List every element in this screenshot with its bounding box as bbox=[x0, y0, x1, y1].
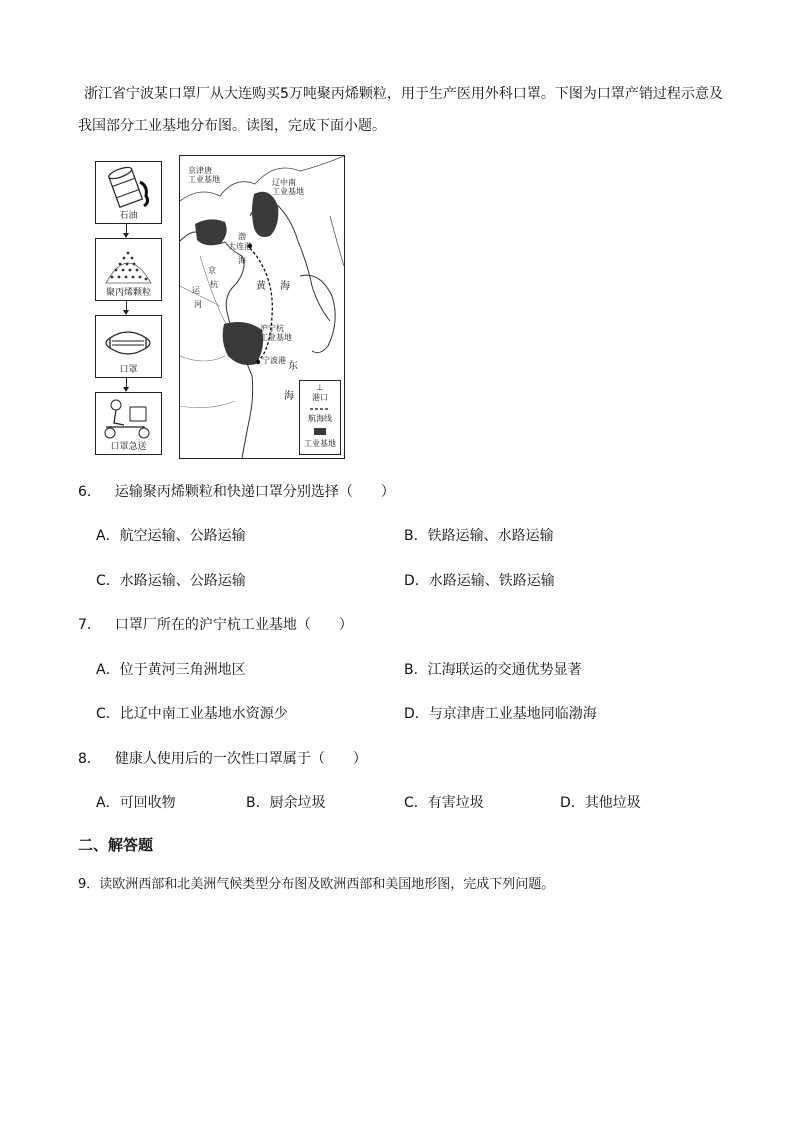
label-sea-bo: 渤 bbox=[238, 232, 246, 241]
option-6b[interactable]: B．铁路运输、水路运输 bbox=[404, 528, 554, 544]
intro-text: 浙江省宁波某口罩厂从大连购买5万吨聚丙烯颗粒，用于生产医用外科口罩。下图为口罩产销过程示意及我国部分工业基地分布图。读图，完成下面小题。 bbox=[78, 86, 723, 134]
option-6d[interactable]: D．水路运输、铁路运输 bbox=[404, 573, 555, 589]
label-sea-bo-hai: 海 bbox=[238, 256, 246, 265]
label-sea-dong-hai: 海 bbox=[284, 391, 294, 402]
question-7 bbox=[78, 615, 353, 635]
option-7a[interactable]: A．位于黄河三角洲地区 bbox=[96, 662, 246, 678]
question-number: 8． bbox=[78, 751, 101, 767]
label-liaozhongnan-base: 辽中南 工业基地 bbox=[272, 178, 304, 196]
question-stem: 运输聚丙烯颗粒和快递口罩分别选择（ ） bbox=[114, 484, 395, 500]
figure bbox=[95, 155, 350, 460]
question-6 bbox=[78, 482, 395, 502]
intro-paragraph bbox=[78, 78, 728, 142]
flow-label-pellets: 聚丙烯颗粒 bbox=[105, 288, 151, 298]
label-sea-huang-hai: 海 bbox=[280, 281, 290, 292]
option-8c[interactable]: C．有害垃圾 bbox=[404, 795, 484, 811]
label-canal-2: 杭 bbox=[210, 280, 218, 289]
label-jingjintang-base: 京津唐 工业基地 bbox=[188, 166, 220, 184]
legend-base-icon bbox=[300, 427, 340, 436]
flow-label-oil: 石油 bbox=[119, 211, 138, 221]
question-number: 7． bbox=[78, 617, 101, 633]
option-8d[interactable]: D．其他垃圾 bbox=[560, 795, 641, 811]
legend-port-label: 港口 bbox=[312, 393, 328, 402]
legend-route-icon bbox=[300, 404, 340, 413]
map-legend bbox=[299, 380, 341, 455]
label-canal-3: 运 bbox=[192, 286, 200, 295]
question-number: 6． bbox=[78, 484, 101, 500]
china-map bbox=[179, 155, 345, 459]
option-8b[interactable]: B．厨余垃圾 bbox=[246, 795, 326, 811]
pellet-pile-icon bbox=[96, 239, 161, 289]
mask-icon bbox=[96, 316, 161, 366]
section-title: 二、解答题 bbox=[78, 836, 154, 854]
option-7d[interactable]: D．与京津唐工业基地同临渤海 bbox=[404, 706, 597, 722]
option-8a[interactable]: A．可回收物 bbox=[96, 795, 176, 811]
flow-label-delivery: 口罩急送 bbox=[110, 442, 147, 452]
label-sea-dong: 东 bbox=[288, 361, 298, 372]
option-6a[interactable]: A．航空运输、公路运输 bbox=[96, 528, 246, 544]
label-dalian-port: 大连港 bbox=[228, 242, 252, 251]
label-ningbo-port: 宁波港 bbox=[262, 356, 286, 365]
flow-box-delivery bbox=[95, 392, 162, 455]
flow-arrow-1 bbox=[126, 223, 127, 237]
question-9: 9．读欧洲西部和北美洲气候类型分布图及欧洲西部和美国地形图，完成下列问题。 bbox=[78, 877, 555, 892]
flow-arrow-2 bbox=[126, 300, 127, 314]
question-8 bbox=[78, 749, 367, 769]
label-canal-1: 京 bbox=[208, 266, 216, 275]
option-6c[interactable]: C．水路运输、公路运输 bbox=[96, 573, 246, 589]
flow-box-mask bbox=[95, 315, 162, 378]
flow-label-mask: 口罩 bbox=[119, 365, 138, 375]
flow-arrow-3 bbox=[126, 377, 127, 391]
flow-box-pellets bbox=[95, 238, 162, 301]
label-huningHang-base: 沪宁杭 工业基地 bbox=[260, 324, 292, 342]
option-7b[interactable]: B．江海联运的交通优势显著 bbox=[404, 662, 582, 678]
label-sea-huang: 黄 bbox=[256, 281, 266, 292]
oil-barrel-icon bbox=[96, 162, 161, 212]
option-7c[interactable]: C．比辽中南工业基地水资源少 bbox=[96, 706, 288, 722]
label-canal-4: 河 bbox=[194, 300, 202, 309]
legend-base-label: 工业基地 bbox=[304, 439, 336, 448]
question-stem: 口罩厂所在的沪宁杭工业基地（ ） bbox=[114, 617, 353, 633]
flow-box-oil bbox=[95, 161, 162, 224]
question-stem: 健康人使用后的一次性口罩属于（ ） bbox=[114, 751, 367, 767]
legend-route-label: 航海线 bbox=[308, 414, 332, 423]
legend-port-icon: ⊥ bbox=[316, 383, 324, 392]
delivery-scooter-icon bbox=[96, 393, 161, 445]
